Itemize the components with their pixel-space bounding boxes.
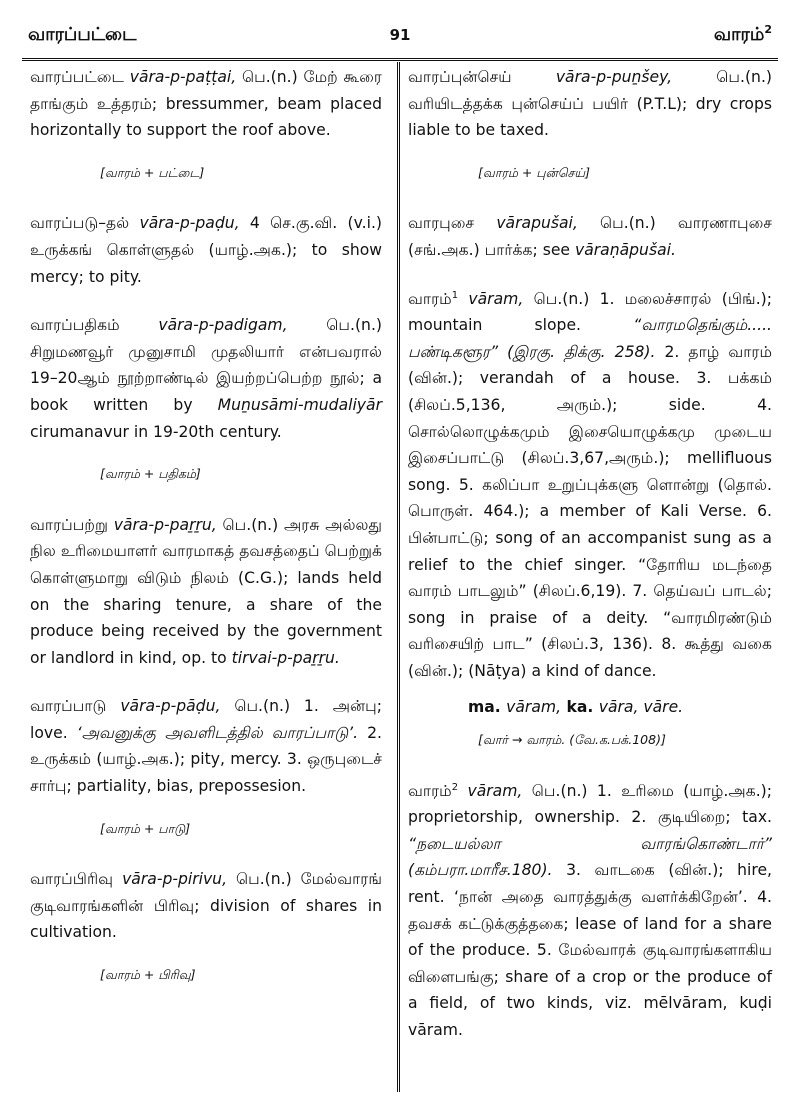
entry-definition: பெ.(n.) வாரணாபுசை (சங்.அக.) பார்க்க; see: [408, 214, 772, 259]
etymology: [வார் → வாரம். (வே.க.பக்.108)]: [478, 732, 666, 748]
cognate-ka-label: ka.: [561, 698, 599, 717]
dictionary-entry: [408, 286, 772, 685]
cognates: [408, 694, 772, 721]
headword: வாரப்பாடு: [30, 697, 107, 716]
page-number: 91: [389, 26, 411, 44]
headword-text: வாரம்: [408, 289, 452, 308]
transliteration: vāra-p-puṉšey,: [555, 68, 673, 86]
headword: வாரப்பட்டை: [30, 68, 124, 86]
transliteration: vārapušai,: [496, 214, 578, 233]
entry-definition: பெ.(n.) அரசு அல்லது நில உரிமையாளர் வாரமாகத் தவசத்தைப் பெற்றுக் கொள்ளுமாறு விடும் நிலம் (C.G.); lands held on the sharing tenure, a share of the produce being received by the government or landlord in kind, op. to: [30, 515, 382, 667]
dictionary-entry: [30, 866, 382, 946]
transliteration: vāram,: [467, 781, 523, 800]
header-last-word-text: வாரம்: [713, 24, 765, 45]
entry-definition: பெ.(n.) சிறுமணவூர் முனுசாமி முதலியார் என்பவரால் 19–20ஆம் நூற்றாண்டில் இயற்றப்பெற்ற நூல்; a book written by: [30, 316, 382, 414]
etymology: [வாரம் + புன்செய்]: [478, 164, 590, 180]
entry-definition: பெ.(n.) 1. அன்பு; love.: [30, 697, 382, 742]
dictionary-entry: [30, 693, 382, 799]
homonym-number: 1: [451, 289, 459, 301]
transliteration: vāra-p-paṟṟu,: [113, 515, 217, 534]
transliteration: vāra-p-paḍu,: [139, 214, 240, 233]
entry-definition-end: cirumanavur in 19-20th century.: [30, 422, 282, 441]
etymology: [வாரம் + பட்டை]: [100, 164, 205, 180]
dictionary-entry: [30, 312, 382, 445]
entry-definition-italic: ‘அவனுக்கு அவளிடத்தில் வாரப்பாடு’.: [76, 723, 359, 742]
headword: வாரப்புன்செய்: [408, 68, 512, 86]
headword: வாரபுசை: [408, 214, 475, 233]
entry-definition-end: 3. வாடகை (வின்.); hire, rent. ‘நான் அதை வாரத்துக்கு வளர்க்கிறேன்’. 4. தவசக் கட்டுக்குத்தகை; lease of land for a share of the produce. 5. மேல்வாரக் குடிவாரங்களாகிய விளைபங்கு; share of a crop or the produce of a field, of two kinds, viz. mēlvāram, kuḍi vāram.: [408, 861, 772, 1039]
dictionary-entry: [30, 512, 382, 672]
entry-definition-italic: “நடையல்லா வாரங்கொண்டார்” (கம்பரா.மாரீச.180).: [408, 834, 772, 880]
headword: வாரப்பற்று: [30, 515, 108, 534]
headword-text: வாரம்: [408, 781, 452, 800]
transliteration: vāram,: [468, 289, 524, 308]
etymology: [வாரம் + பதிகம்]: [100, 466, 201, 482]
entry-definition: பெ.(n.) மேற் கூரை தாங்கும் உத்தரம்; bressummer, beam placed horizontally to support the roof above.: [30, 68, 382, 140]
headword: [408, 782, 458, 800]
etymology: [வாரம் + பாடு]: [100, 820, 191, 836]
dictionary-entry: [30, 64, 382, 144]
cognate-ma-word: vāram,: [506, 698, 562, 717]
entry-definition-end: 2. உருக்கம் (யாழ்.அக.); pity, mercy. 3. ஒருபுடைச் சார்பு; partiality, bias, prepossesion.: [30, 723, 382, 796]
entry-definition: பெ.(n.) 1. மலைச்சாரல் (பிங்.); mountain slope.: [408, 289, 772, 335]
header-last-word-sup: 2: [764, 23, 772, 36]
page-header: [28, 24, 772, 58]
entry-definition-italic: “வாரமதெங்கும்..... பண்டிகளூர” (இரகு. திக்கு. 258).: [408, 316, 772, 361]
dictionary-entry: [30, 210, 382, 290]
header-first-word: வாரப்பட்டை: [28, 24, 137, 45]
transliteration: vāra-p-pāḍu,: [120, 697, 221, 716]
entry-definition-italic: tirvai-p-paṟṟu.: [231, 648, 340, 667]
dictionary-entry: [408, 778, 772, 1044]
headword: [408, 290, 458, 308]
transliteration: vāra-p-padigam,: [158, 316, 288, 335]
headword: வாரப்படு–தல்: [30, 214, 130, 233]
entry-definition-italic: Muṉusāmi-mudaliyār: [217, 395, 382, 414]
header-last-word: [714, 24, 772, 47]
dictionary-entry: [408, 64, 772, 144]
homonym-number: 2: [451, 781, 459, 793]
dictionary-entry: [408, 210, 772, 263]
cognate-ka-word: vāra, vāre.: [598, 698, 684, 717]
transliteration: vāra-p-pirivu,: [122, 870, 228, 889]
cognate-ma-label: ma.: [468, 698, 507, 717]
entry-definition: பெ.(n.) 1. உரிமை (யாழ்.அக.); proprietorship, ownership. 2. குடியிறை; tax.: [408, 781, 772, 827]
headword: வாரப்பிரிவு: [30, 870, 114, 889]
etymology: [வாரம் + பிரிவு]: [100, 967, 196, 983]
entry-definition: பெ.(n.) மேல்வாரங் குடிவாரங்களின் பிரிவு; division of shares in cultivation.: [30, 870, 382, 942]
headword: வாரப்பதிகம்: [30, 316, 120, 335]
transliteration: vāra-p-paṭṭai,: [129, 68, 237, 86]
header-rule: [22, 58, 778, 61]
left-column: [30, 64, 382, 1013]
entry-definition-end: 2. தாழ் வாரம் (வின்.); verandah of a house. 3. பக்கம் (சிலப்.5,136, அரும்.); side. 4. சொல்லொழுக்கமும் இசையொழுக்கமு முடைய இசைப்பாட்டு (சிலப்.3,67,அரும்.); mellifluous song. 5. கலிப்பா உறுப்புக்களு ளொன்று (தொல். பொருள். 464.); a member of Kali Verse. 6. பின்பாட்டு; song of an accompanist sung as a relief to the chief singer. “தோரிய மடந்தை வாரம் பாடலும்” (சிலப்.6,19). 7. தெய்வப் பாடல்; song in praise of a deity. “வாரமிரண்டும் வரிசையிற் பாட” (சிலப்.3, 136). 8. கூத்து வகை (வின்.); (Nāṭya) a kind of dance.: [408, 342, 773, 680]
entry-definition: 4 செ.கு.வி. (v.i.) உருக்கங் கொள்ளுதல் (யாழ்.அக.); to show mercy; to pity.: [30, 214, 382, 286]
entry-definition: பெ.(n.) வரியிடத்தக்க புன்செய்ப் பயிர் (P.T.L); dry crops liable to be taxed.: [408, 68, 772, 140]
right-column: [408, 64, 772, 1066]
column-divider: [397, 62, 400, 1092]
entry-definition-italic: vāraṇāpušai.: [574, 240, 676, 259]
